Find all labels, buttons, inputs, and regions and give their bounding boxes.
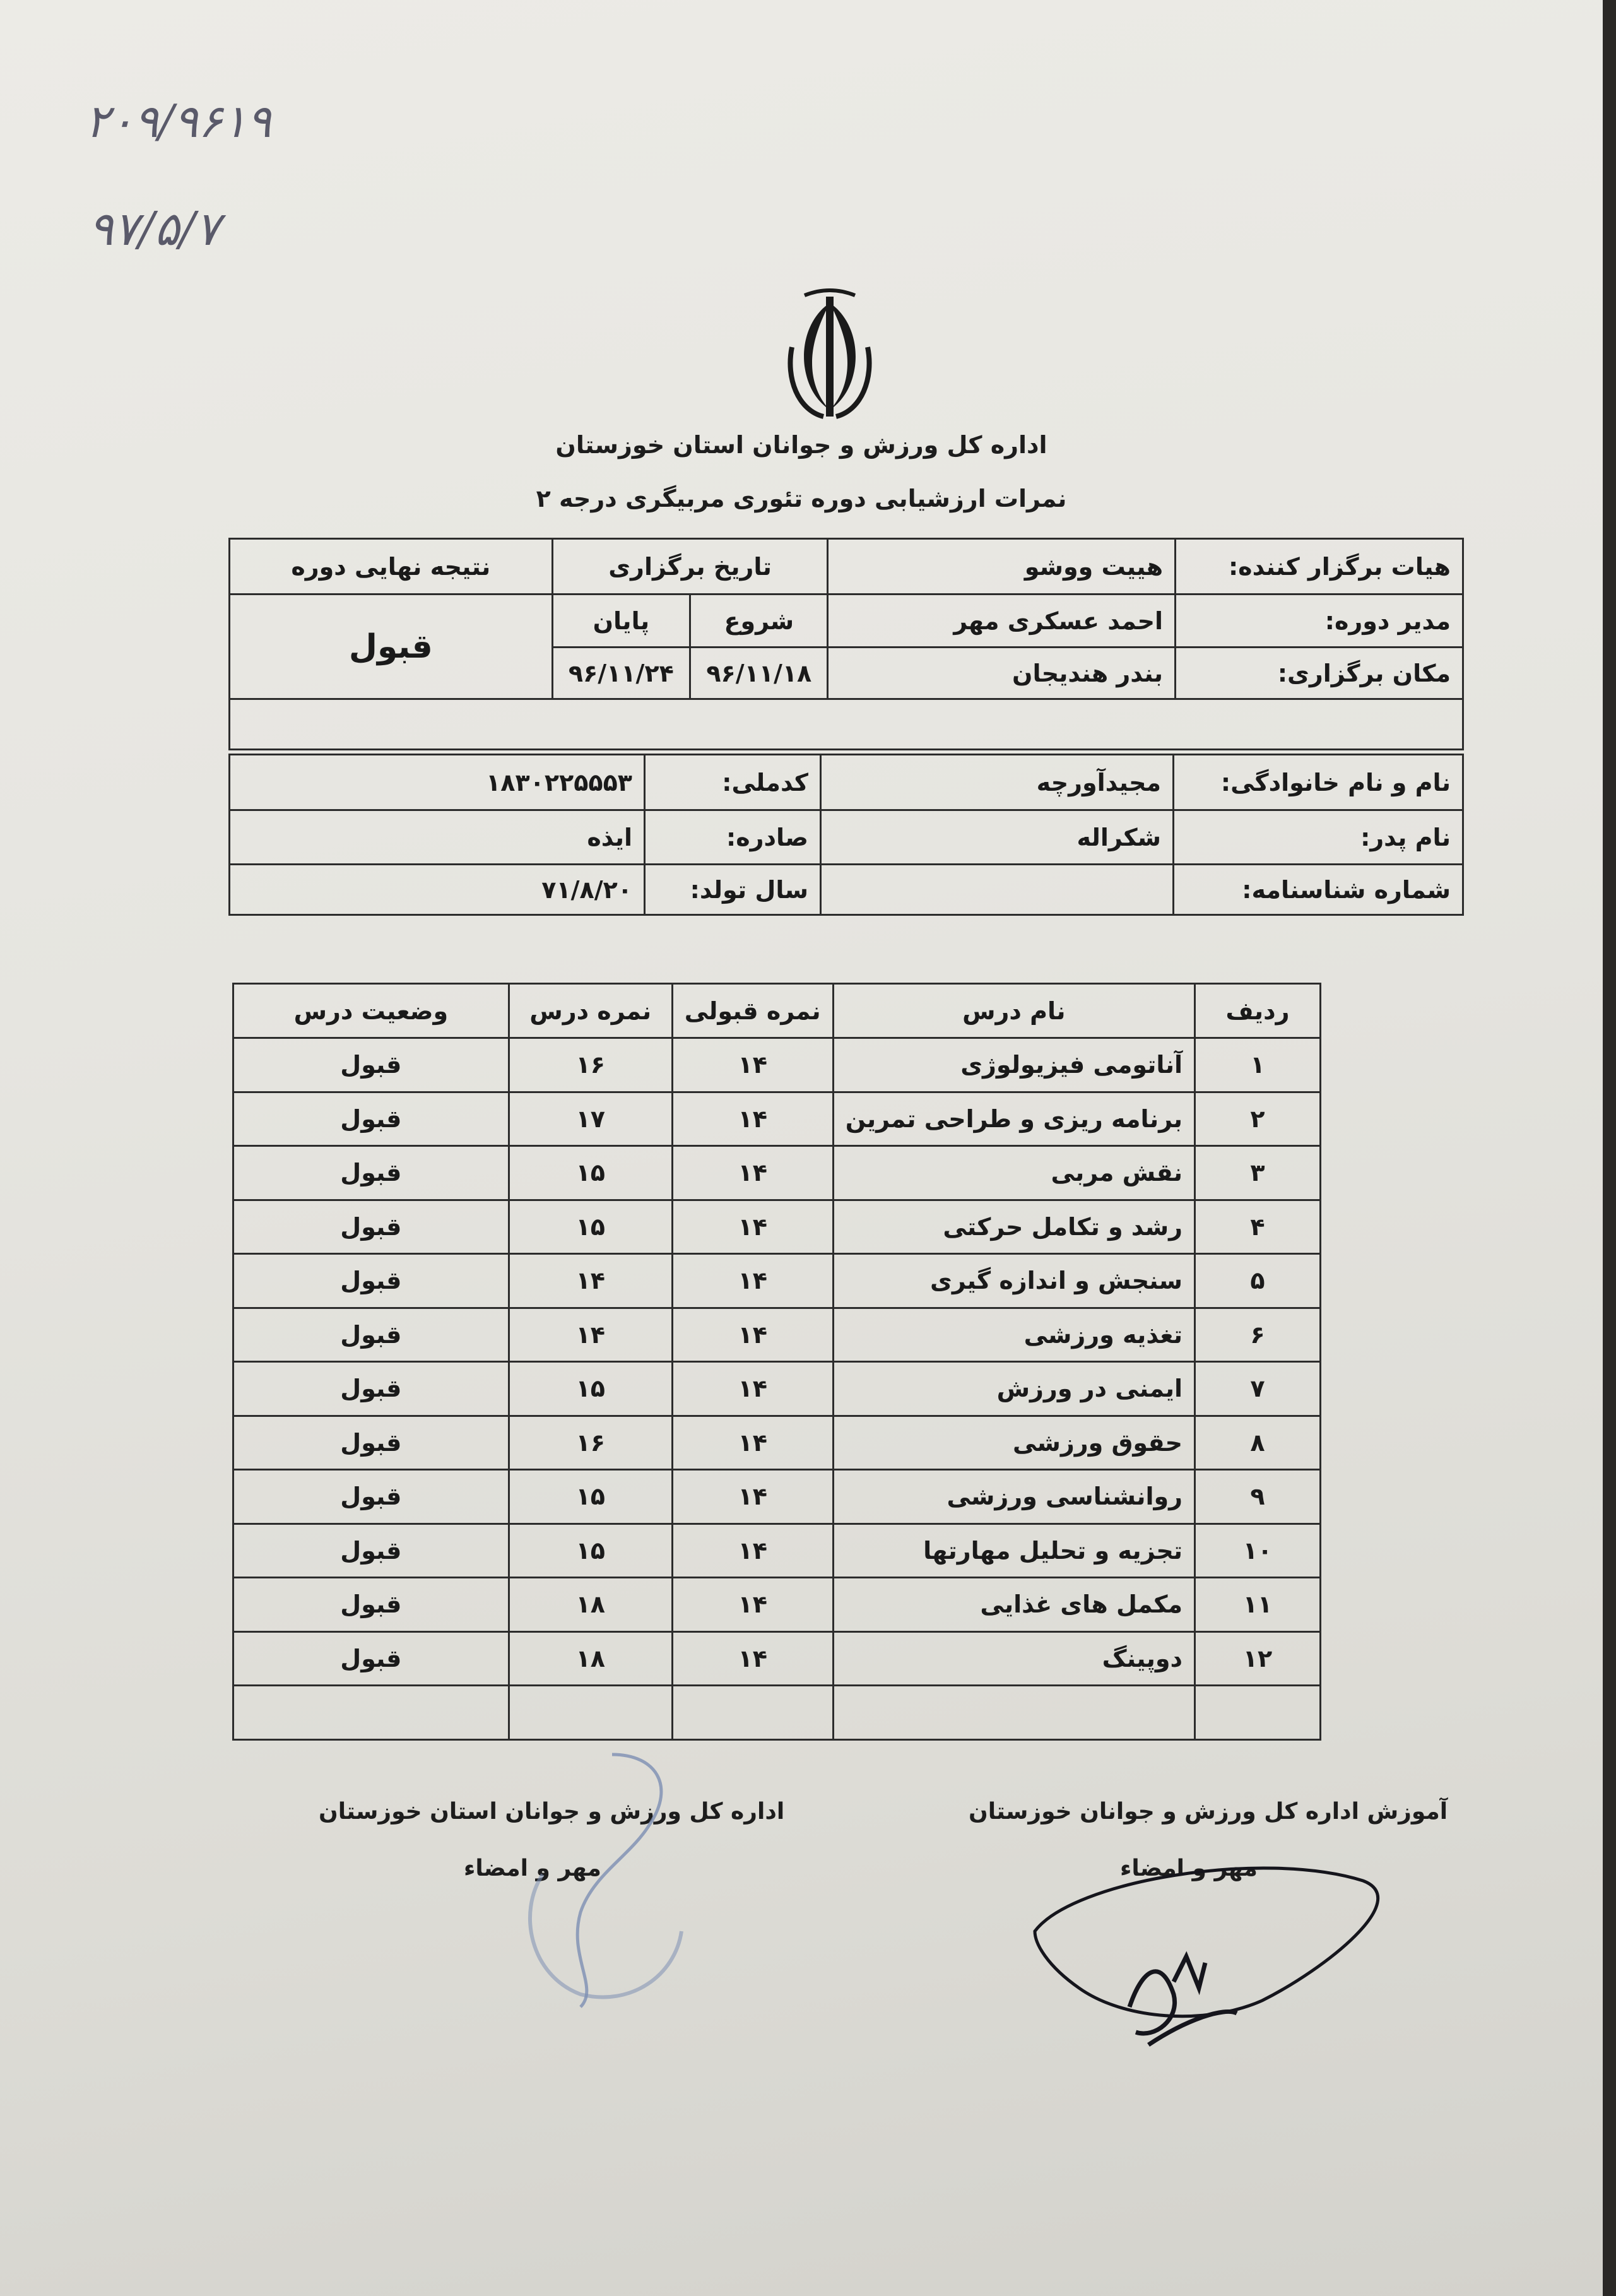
issued-value: ایذه [230, 810, 645, 865]
grade-course-grade: ۱۴ [509, 1308, 672, 1362]
place-label: مکان برگزاری: [1176, 648, 1463, 699]
grade-course-status: قبول [233, 1362, 509, 1416]
grade-row-number: ۱۰ [1195, 1524, 1321, 1578]
grades-header-row [233, 984, 1321, 1038]
id-number-label: شماره شناسنامه: [1174, 865, 1463, 915]
start-date-value: ۹۶/۱۱/۱۸ [690, 648, 828, 699]
grade-course-name: مکمل های غذایی [833, 1578, 1194, 1632]
grade-pass-grade: ۱۴ [672, 1631, 833, 1686]
grade-row-number: ۲ [1195, 1092, 1321, 1146]
grade-row-number: ۱۱ [1195, 1578, 1321, 1632]
footer-left-sign-label: مهر و امضاء [464, 1855, 601, 1881]
grade-row-number: ۱ [1195, 1038, 1321, 1092]
grade-course-grade: ۱۷ [509, 1092, 672, 1146]
grade-course-status: قبول [233, 1631, 509, 1686]
grade-course-grade: ۱۵ [509, 1200, 672, 1254]
header-pass-grade: نمره قبولی [672, 984, 833, 1038]
final-result-value: قبول [230, 595, 553, 699]
grade-pass-grade: ۱۴ [672, 1092, 833, 1146]
grade-course-name: حقوق ورزشی [833, 1416, 1194, 1470]
grade-pass-grade: ۱۴ [672, 1308, 833, 1362]
grade-course-status: قبول [233, 1470, 509, 1524]
grade-course-name: سنجش و اندازه گیری [833, 1254, 1194, 1308]
grade-course-name: ایمنی در ورزش [833, 1362, 1194, 1416]
grade-course-name: آناتومی فیزیولوژی [833, 1038, 1194, 1092]
manager-value: احمد عسکری مهر [828, 595, 1176, 648]
grade-course-status: قبول [233, 1038, 509, 1092]
end-label: پایان [552, 595, 690, 648]
father-name-label: نام پدر: [1174, 810, 1463, 865]
birth-year-value: ۷۱/۸/۲۰ [230, 865, 645, 915]
header-course-status: وضعیت درس [233, 984, 509, 1038]
grade-pass-grade: ۱۴ [672, 1524, 833, 1578]
birth-year-label: سال تولد: [645, 865, 821, 915]
grade-course-name: رشد و تکامل حرکتی [833, 1200, 1194, 1254]
grade-course-grade: ۱۶ [509, 1416, 672, 1470]
grade-pass-grade: ۱۴ [672, 1146, 833, 1200]
grade-course-grade: ۱۵ [509, 1146, 672, 1200]
grade-course-status: قبول [233, 1308, 509, 1362]
grade-row-number: ۴ [1195, 1200, 1321, 1254]
course-date-header: تاریخ برگزاری [552, 539, 828, 595]
emblem-icon [779, 284, 880, 423]
document-title: نمرات ارزشیابی دوره تئوری مربیگری درجه ۲ [536, 485, 1067, 512]
manager-label: مدیر دوره: [1176, 595, 1463, 648]
grade-row-number: ۸ [1195, 1416, 1321, 1470]
grade-pass-grade: ۱۴ [672, 1470, 833, 1524]
id-number-value [821, 865, 1174, 915]
grade-course-grade: ۱۵ [509, 1470, 672, 1524]
grade-course-grade: ۱۴ [509, 1254, 672, 1308]
full-name-label: نام و نام خانوادگی: [1174, 755, 1463, 810]
grade-course-status: قبول [233, 1092, 509, 1146]
grade-course-name: تجزیه و تحلیل مهارتها [833, 1524, 1194, 1578]
grade-course-name: نقش مربی [833, 1146, 1194, 1200]
grade-row [233, 1308, 1321, 1362]
organizer-value: هییت ووشو [828, 539, 1176, 595]
spacer-row [230, 699, 1463, 750]
footer-left-org: اداره کل ورزش و جوانان استان خوزستان [319, 1799, 785, 1825]
grade-row-number: ۹ [1195, 1470, 1321, 1524]
grade-pass-grade: ۱۴ [672, 1038, 833, 1092]
footer-right-sign-label: مهر و امضاء [1120, 1855, 1258, 1881]
handwritten-date: ۹۷/۵/۷ [88, 202, 220, 256]
grade-row [233, 1254, 1321, 1308]
end-date-value: ۹۶/۱۱/۲۴ [552, 648, 690, 699]
grade-course-status: قبول [233, 1524, 509, 1578]
grade-pass-grade: ۱۴ [672, 1362, 833, 1416]
grade-course-name: روانشناسی ورزشی [833, 1470, 1194, 1524]
grade-row [233, 1578, 1321, 1632]
header-row-number: ردیف [1195, 984, 1321, 1038]
grade-pass-grade: ۱۴ [672, 1578, 833, 1632]
grade-row-number: ۶ [1195, 1308, 1321, 1362]
header-course-grade: نمره درس [509, 984, 672, 1038]
grades-body [233, 1038, 1321, 1740]
start-label: شروع [690, 595, 828, 648]
course-info-table [228, 538, 1464, 750]
national-id-label: کدملی: [645, 755, 821, 810]
grades-empty-row [233, 1686, 1321, 1740]
grade-row [233, 1146, 1321, 1200]
grade-course-grade: ۱۸ [509, 1578, 672, 1632]
grade-course-status: قبول [233, 1200, 509, 1254]
grade-course-name: تغذیه ورزشی [833, 1308, 1194, 1362]
grade-row [233, 1470, 1321, 1524]
grade-course-status: قبول [233, 1254, 509, 1308]
grade-pass-grade: ۱۴ [672, 1416, 833, 1470]
grade-pass-grade: ۱۴ [672, 1200, 833, 1254]
grade-course-grade: ۱۶ [509, 1038, 672, 1092]
final-result-header: نتیجه نهایی دوره [230, 539, 553, 595]
issued-label: صادره: [645, 810, 821, 865]
grade-course-status: قبول [233, 1146, 509, 1200]
organizer-label: هیات برگزار کننده: [1176, 539, 1463, 595]
national-id-value: ۱۸۳۰۲۲۵۵۵۳ [230, 755, 645, 810]
grade-course-grade: ۱۵ [509, 1362, 672, 1416]
grade-row-number: ۷ [1195, 1362, 1321, 1416]
grade-row [233, 1200, 1321, 1254]
official-stamp-icon [505, 1748, 694, 2013]
grade-row [233, 1631, 1321, 1686]
grades-table [232, 983, 1321, 1741]
father-name-value: شکراله [821, 810, 1174, 865]
header-course-name: نام درس [833, 984, 1194, 1038]
grade-course-grade: ۱۵ [509, 1524, 672, 1578]
grade-row [233, 1092, 1321, 1146]
grade-course-status: قبول [233, 1578, 509, 1632]
grade-row-number: ۱۲ [1195, 1631, 1321, 1686]
grade-pass-grade: ۱۴ [672, 1254, 833, 1308]
full-name-value: مجیدآورچه [821, 755, 1174, 810]
personal-info-table [228, 754, 1464, 916]
grade-course-name: برنامه ریزی و طراحی تمرین [833, 1092, 1194, 1146]
grade-row [233, 1524, 1321, 1578]
organization-title: اداره کل ورزش و جوانان استان خوزستان [555, 431, 1047, 459]
grade-row [233, 1416, 1321, 1470]
grade-row [233, 1362, 1321, 1416]
grade-course-status: قبول [233, 1416, 509, 1470]
place-value: بندر هندیجان [828, 648, 1176, 699]
grade-course-name: دوپینگ [833, 1631, 1194, 1686]
grade-course-grade: ۱۸ [509, 1631, 672, 1686]
signature-icon [997, 1855, 1388, 2083]
grade-row-number: ۵ [1195, 1254, 1321, 1308]
handwritten-ref-number: ۲۰۹/۹۶۱۹ [85, 95, 271, 148]
footer-right-org: آموزش اداره کل ورزش و جوانان خوزستان [969, 1799, 1448, 1825]
grade-row [233, 1038, 1321, 1092]
grade-row-number: ۳ [1195, 1146, 1321, 1200]
